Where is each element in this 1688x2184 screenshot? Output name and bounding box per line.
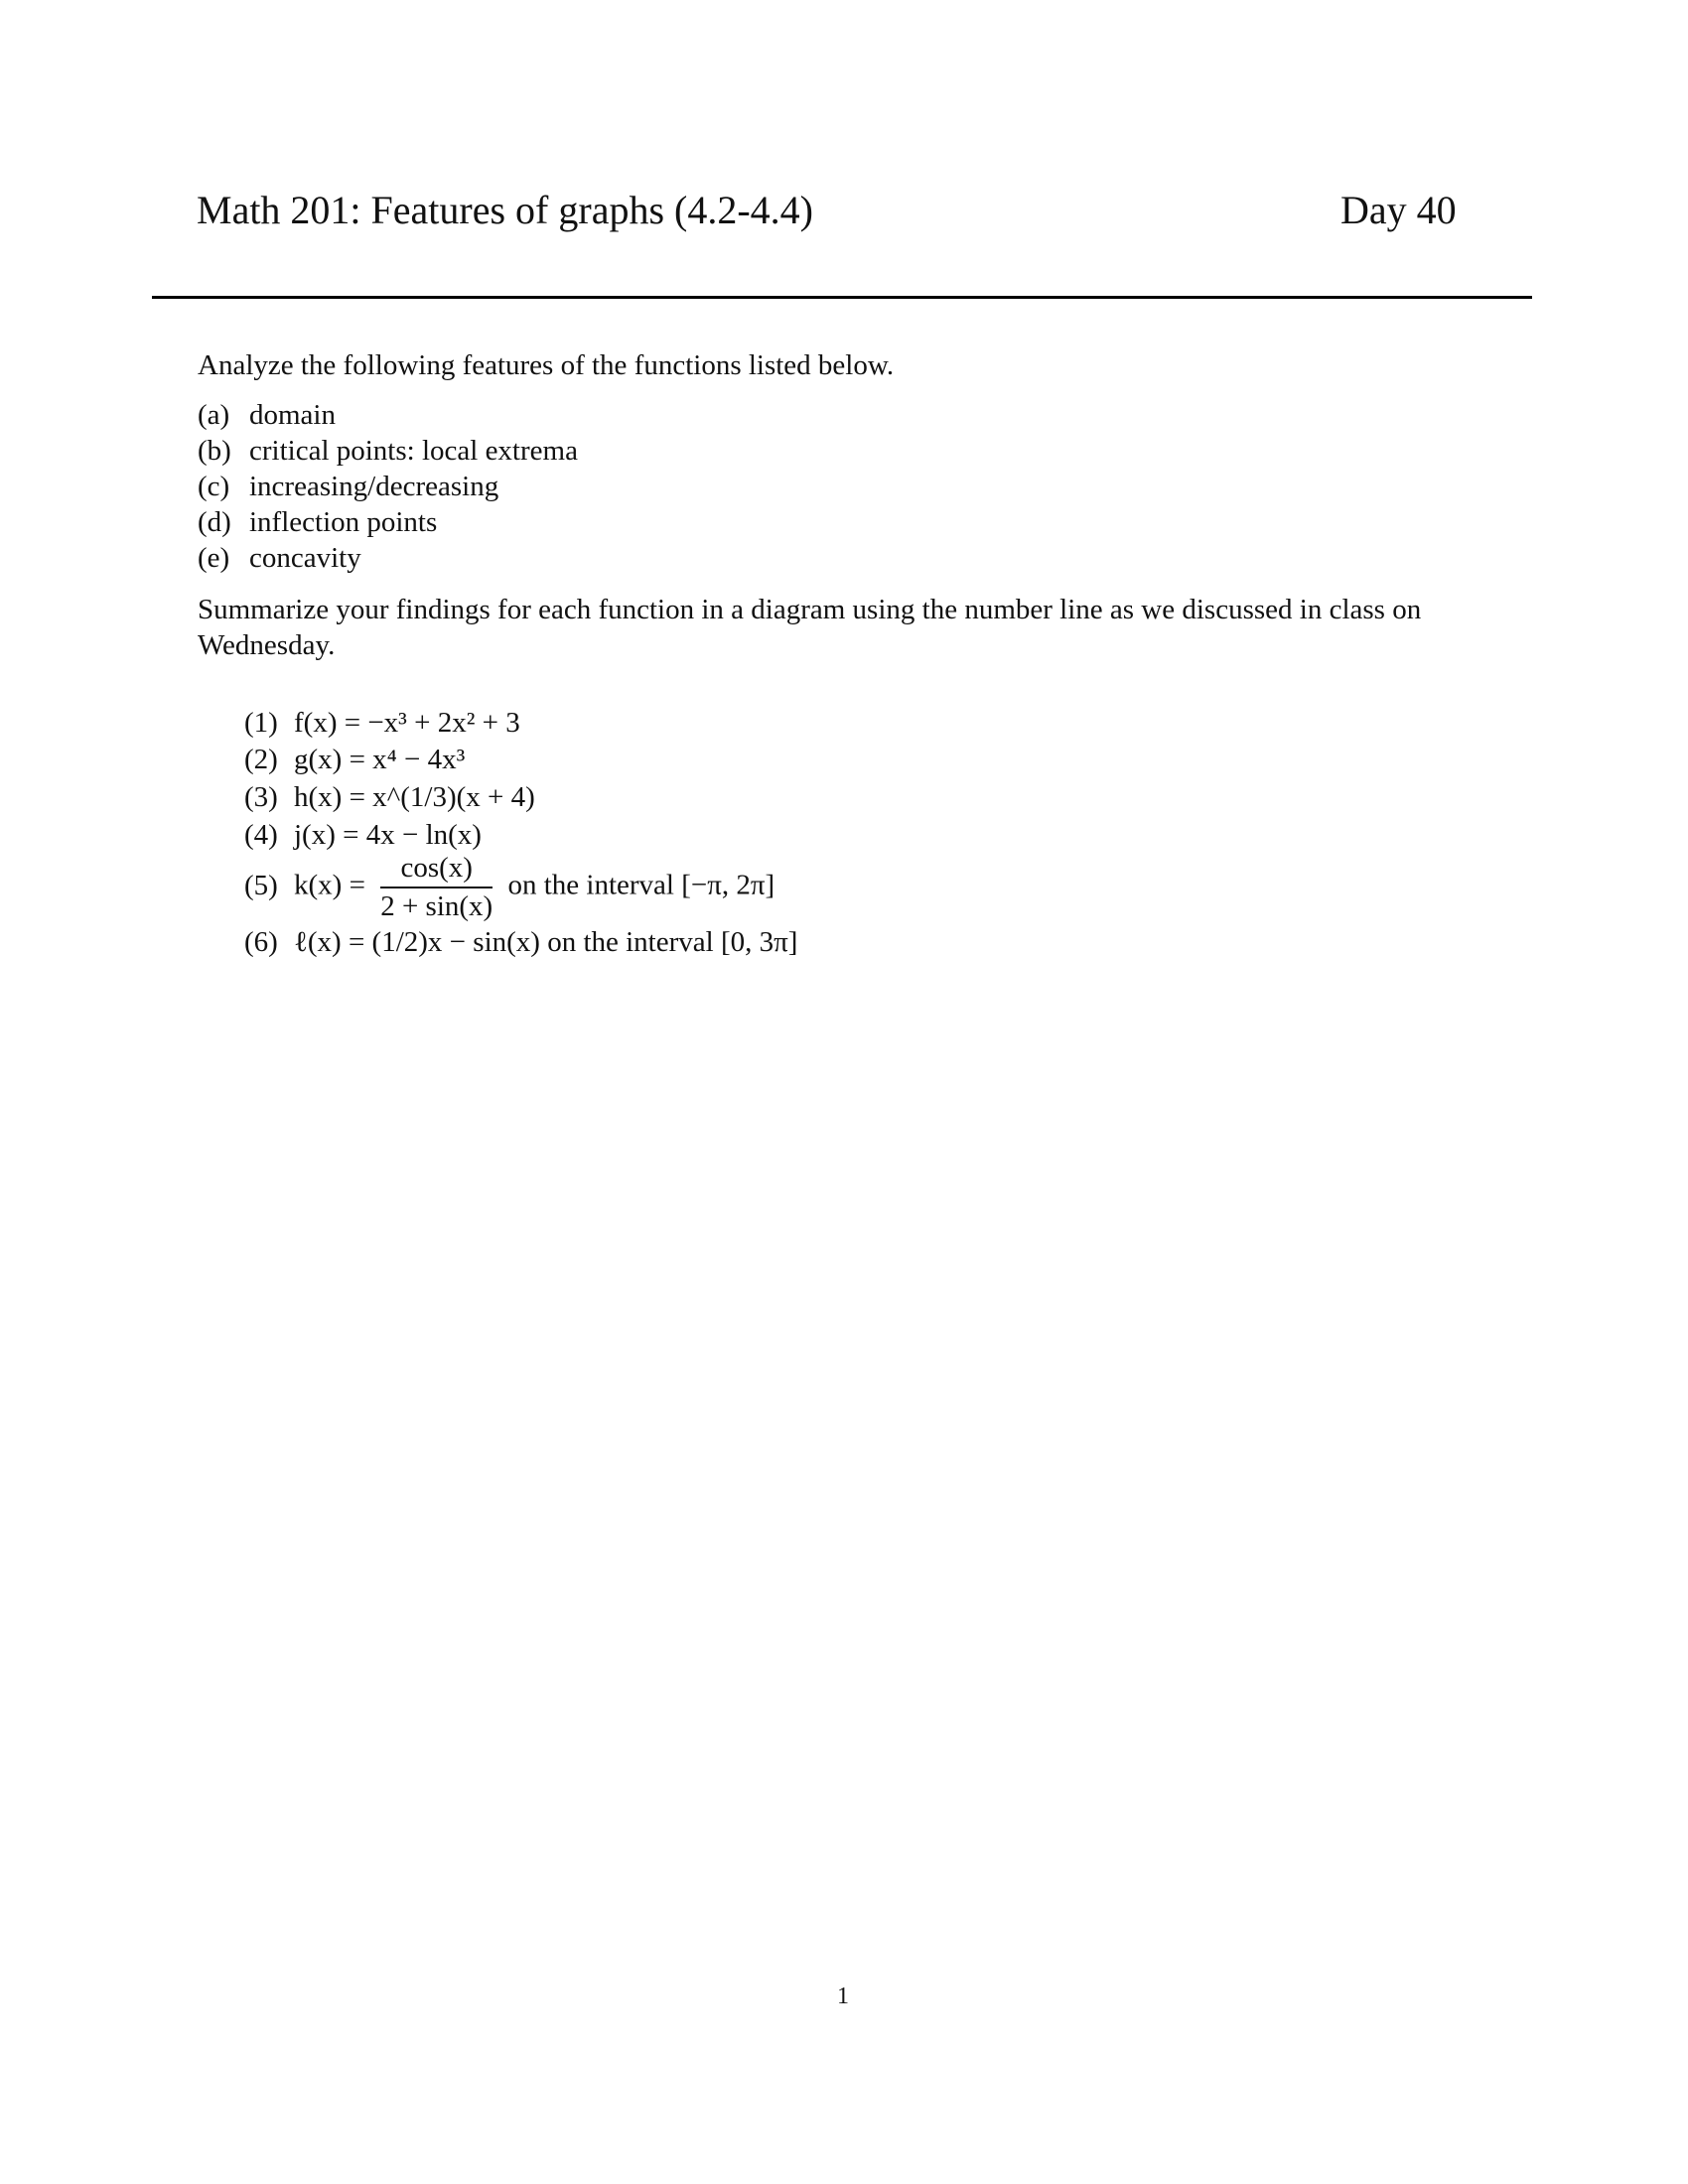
- function-expression: g(x) = x⁴ − 4x³: [294, 744, 466, 775]
- feature-label: (b): [198, 435, 231, 467]
- function-item: [244, 744, 465, 776]
- feature-item: [198, 471, 498, 503]
- function-interval: on the interval [−π, 2π]: [507, 869, 775, 901]
- fraction-denominator: 2 + sin(x): [380, 890, 493, 922]
- function-number: (2): [244, 744, 278, 775]
- header-rule: [152, 296, 1532, 299]
- feature-label: (c): [198, 471, 230, 502]
- feature-item: [198, 542, 361, 575]
- function-item: (5) k(x) = $\frac{\cos(x)}{2 + \sin(x)}$ on the interval [−π, 2π]: [244, 852, 775, 922]
- function-item: [244, 819, 482, 852]
- function-number: (5): [244, 869, 278, 901]
- feature-text: critical points: local extrema: [249, 435, 578, 467]
- feature-text: domain: [249, 399, 336, 431]
- function-item: [244, 926, 797, 959]
- feature-item: [198, 399, 336, 432]
- function-item: [244, 707, 520, 740]
- feature-text: concavity: [249, 542, 361, 574]
- function-expression: j(x) = 4x − ln(x): [294, 819, 482, 851]
- instructions: Analyze the following features of the functions listed below.: [198, 349, 895, 381]
- function-expression: h(x) = x^(1/3)(x + 4): [294, 781, 535, 813]
- function-expression: f(x) = −x³ + 2x² + 3: [294, 707, 520, 739]
- feature-text: increasing/decreasing: [249, 471, 499, 502]
- function-number: (4): [244, 819, 278, 851]
- feature-item: [198, 506, 437, 539]
- page-number: 1: [837, 1983, 849, 2009]
- feature-label: (e): [198, 542, 230, 574]
- function-number: (6): [244, 926, 278, 958]
- function-item: [244, 781, 535, 814]
- function-number: (1): [244, 707, 278, 739]
- feature-item: [198, 435, 578, 468]
- fraction: [380, 852, 492, 923]
- day-label: Day 40: [1340, 188, 1457, 232]
- fraction-numerator: cos(x): [380, 852, 492, 888]
- feature-label: (d): [198, 506, 231, 538]
- function-expression: ℓ(x) = (1/2)x − sin(x) on the interval [0, 3π]: [294, 926, 798, 958]
- function-number: (3): [244, 781, 278, 813]
- page-title: Math 201: Features of graphs (4.2-4.4): [197, 188, 813, 232]
- feature-label: (a): [198, 399, 230, 431]
- feature-text: inflection points: [249, 506, 438, 538]
- function-name: k(x): [294, 869, 343, 901]
- summary-instructions: Summarize your findings for each function in a diagram using the number line as we discussed in class on Wednesday.: [198, 594, 1422, 661]
